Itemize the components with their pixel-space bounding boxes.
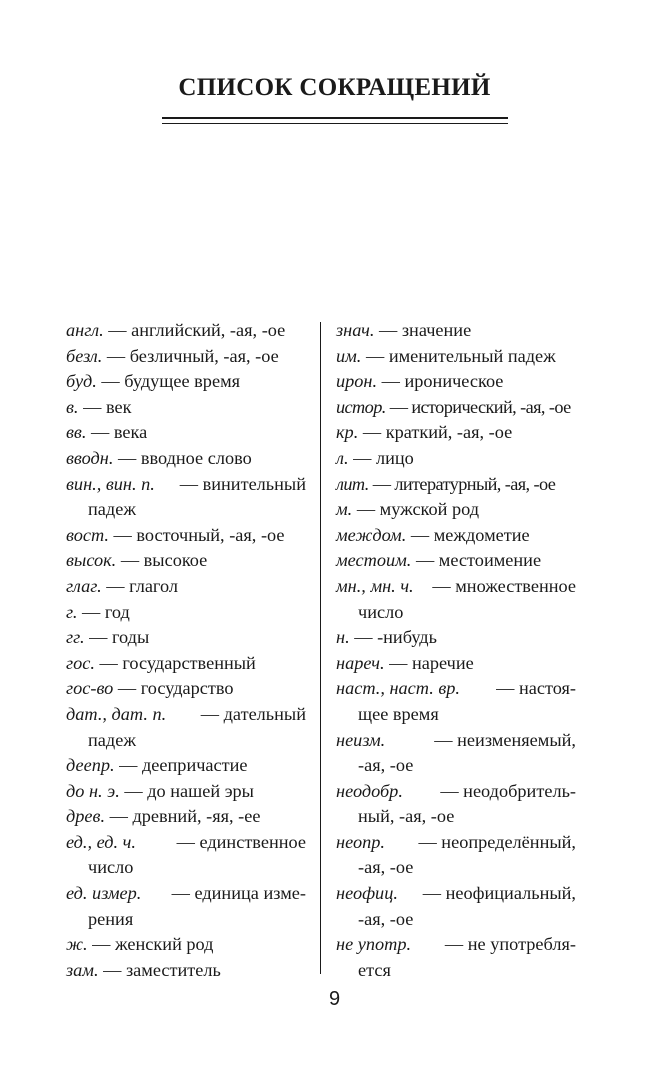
definition-continuation: -ая, -ое xyxy=(358,908,414,929)
abbreviation: ж. xyxy=(66,934,88,955)
entry-line xyxy=(66,574,306,600)
abbreviation: неизм. xyxy=(336,729,386,750)
abbreviation: гг. xyxy=(66,627,85,648)
definition: — междометие xyxy=(406,524,530,545)
definition: — безличный, -ая, -ое xyxy=(102,345,279,366)
abbreviation: междом. xyxy=(336,524,407,545)
definition: — настоя- xyxy=(496,678,576,699)
definition-continuation: падеж xyxy=(88,499,136,520)
column-divider xyxy=(320,322,321,974)
definition: — не употребля- xyxy=(444,934,576,955)
abbreviation: безл. xyxy=(66,345,103,366)
entry-line xyxy=(66,369,306,395)
abbreviation-entry xyxy=(66,548,306,574)
abbreviation: неофиц. xyxy=(336,883,398,904)
entry-line xyxy=(336,344,576,370)
definition: — значение xyxy=(374,320,472,340)
definition: — женский род xyxy=(87,934,214,955)
abbreviation: буд. xyxy=(66,371,97,392)
page-title: СПИСОК СОКРАЩЕНИЙ xyxy=(178,74,491,101)
definition-continuation: ется xyxy=(358,959,391,980)
definition: — будущее время xyxy=(96,371,241,392)
definition: — лицо xyxy=(348,447,414,468)
definition: — до нашей эры xyxy=(119,780,254,801)
abbreviation: г. xyxy=(66,601,78,622)
definition: — неофициальный, xyxy=(422,883,576,904)
abbreviation: англ. xyxy=(66,320,104,340)
abbreviation-entry xyxy=(66,881,306,932)
abbreviation: высок. xyxy=(66,550,117,571)
abbreviation-entry xyxy=(66,420,306,446)
entry-line xyxy=(66,548,306,574)
abbreviation: до н. э. xyxy=(66,780,120,801)
abbreviation-entry xyxy=(66,318,306,344)
abbreviation: знач. xyxy=(336,320,375,340)
entry-line xyxy=(66,779,306,805)
abbreviation-column-right xyxy=(336,318,576,983)
definition: — исторический, -ая, -ое xyxy=(385,396,571,417)
entry-line xyxy=(66,702,306,728)
abbreviation: ирон. xyxy=(336,371,378,392)
definition: — мужской род xyxy=(352,499,480,520)
abbreviation: л. xyxy=(336,447,349,468)
entry-line xyxy=(66,446,306,472)
definition: — английский, -ая, -ое xyxy=(103,320,286,340)
definition: — годы xyxy=(84,627,150,648)
definition: — краткий, -ая, -ое xyxy=(358,422,513,443)
entry-line xyxy=(66,625,306,651)
entry-line xyxy=(336,497,576,523)
abbreviation: н. xyxy=(336,627,350,648)
definition: — дательный xyxy=(200,703,306,724)
definition: — литературный, -ая, -ое xyxy=(368,473,556,494)
abbreviation-entry xyxy=(66,676,306,702)
entry-line xyxy=(336,779,576,805)
title-rule-thick xyxy=(162,117,508,119)
abbreviation-column-left xyxy=(66,318,306,983)
abbreviation-entry xyxy=(66,932,306,958)
abbreviation-entry xyxy=(336,625,576,651)
definition: — неопределённый, xyxy=(418,831,576,852)
definition: — вводное слово xyxy=(113,447,252,468)
entry-line xyxy=(336,676,576,702)
definition-continuation: число xyxy=(88,857,134,878)
definition: — множественное xyxy=(432,575,576,596)
entry-line xyxy=(66,523,306,549)
entry-line xyxy=(336,932,576,958)
entry-line xyxy=(336,881,576,907)
abbreviation: м. xyxy=(336,499,353,520)
abbreviation-entry xyxy=(66,472,306,523)
abbreviation-entry xyxy=(336,676,576,727)
abbreviation-entry xyxy=(336,344,576,370)
abbreviation-entry xyxy=(336,728,576,779)
entry-line xyxy=(66,395,306,421)
definition-continuation: рения xyxy=(88,908,134,929)
entry-line xyxy=(66,958,306,984)
definition: — единица изме- xyxy=(171,883,306,904)
abbreviation-entry xyxy=(66,958,306,984)
entry-line xyxy=(336,625,576,651)
abbreviation: вв. xyxy=(66,422,87,443)
abbreviation: истор. xyxy=(336,396,386,417)
abbreviation: дат., дат. п. xyxy=(66,703,167,724)
definition: — год xyxy=(77,601,130,622)
page-number: 9 xyxy=(328,988,341,1010)
definition: — древний, -яя, -ее xyxy=(105,806,261,827)
entry-line xyxy=(336,420,576,446)
abbreviation: наст., наст. вр. xyxy=(336,678,460,699)
abbreviation: вост. xyxy=(66,524,109,545)
abbreviation: древ. xyxy=(66,806,106,827)
definition: — -нибудь xyxy=(349,627,437,648)
definition: — государственный xyxy=(94,652,256,673)
definition: — деепричастие xyxy=(114,755,248,776)
abbreviation-entry xyxy=(66,523,306,549)
abbreviation-entry xyxy=(336,395,576,421)
abbreviation-entry xyxy=(66,395,306,421)
abbreviation-entry xyxy=(336,446,576,472)
entry-line xyxy=(66,753,306,779)
abbreviation: гос-во xyxy=(66,678,114,699)
abbreviation-entry xyxy=(336,881,576,932)
abbreviation: им. xyxy=(336,345,362,366)
definition-continuation: ный, -ая, -ое xyxy=(358,806,455,827)
abbreviation-entry xyxy=(66,625,306,651)
abbreviation-entry xyxy=(336,830,576,881)
entry-line xyxy=(66,344,306,370)
abbreviation: вводн. xyxy=(66,447,114,468)
abbreviation-entry xyxy=(336,651,576,677)
abbreviation: деепр. xyxy=(66,755,115,776)
entry-line xyxy=(66,472,306,498)
abbreviation-entry xyxy=(336,523,576,549)
abbreviation-entry xyxy=(336,420,576,446)
entry-line xyxy=(336,651,576,677)
abbreviation-entry xyxy=(336,779,576,830)
abbreviation-entry xyxy=(66,753,306,779)
entry-line xyxy=(336,548,576,574)
abbreviation-entry xyxy=(66,804,306,830)
definition: — восточный, -ая, -ое xyxy=(108,524,285,545)
abbreviation-entry xyxy=(336,574,576,625)
abbreviation-entry xyxy=(336,548,576,574)
abbreviation: неопр. xyxy=(336,831,385,852)
abbreviation: гос. xyxy=(66,652,95,673)
abbreviation-entry xyxy=(66,574,306,600)
abbreviation-entry xyxy=(66,779,306,805)
definition: — глагол xyxy=(101,575,178,596)
abbreviation: кр. xyxy=(336,422,359,443)
entry-line xyxy=(336,728,576,754)
entry-line xyxy=(66,676,306,702)
abbreviation: лит. xyxy=(336,473,369,494)
definition-continuation: число xyxy=(358,601,404,622)
abbreviation-entry xyxy=(336,318,576,344)
definition: — ироническое xyxy=(377,371,504,392)
abbreviation: не употр. xyxy=(336,934,412,955)
definition: — заместитель xyxy=(98,959,221,980)
entry-line xyxy=(66,651,306,677)
abbreviation-entry xyxy=(66,369,306,395)
definition-continuation: -ая, -ое xyxy=(358,857,414,878)
definition: — единственное xyxy=(176,831,306,852)
abbreviation: неодобр. xyxy=(336,780,403,801)
definition: — века xyxy=(86,422,148,443)
abbreviation-entry xyxy=(66,651,306,677)
entry-line xyxy=(66,420,306,446)
abbreviation-entry xyxy=(66,600,306,626)
abbreviation: местоим. xyxy=(336,550,412,571)
definition: — высокое xyxy=(116,550,208,571)
definition: — неодобритель- xyxy=(440,780,576,801)
abbreviation: ед., ед. ч. xyxy=(66,831,136,852)
definition: — век xyxy=(78,396,132,417)
entry-line xyxy=(66,932,306,958)
abbreviation: в. xyxy=(66,396,79,417)
definition: — местоимение xyxy=(411,550,542,571)
abbreviation-entry xyxy=(336,472,576,498)
abbreviation: зам. xyxy=(66,959,99,980)
definition: — неизменяемый, xyxy=(434,729,576,750)
abbreviation-entry xyxy=(336,932,576,983)
abbreviation-entry xyxy=(66,702,306,753)
abbreviation: вин., вин. п. xyxy=(66,473,155,494)
abbreviation-entry xyxy=(336,497,576,523)
definition: — винительный xyxy=(179,473,306,494)
entry-line xyxy=(336,472,576,498)
entry-line xyxy=(336,369,576,395)
definition: — государство xyxy=(113,678,234,699)
entry-line xyxy=(66,318,306,344)
abbreviation-entry xyxy=(66,446,306,472)
abbreviation: мн., мн. ч. xyxy=(336,575,414,596)
entry-line xyxy=(336,830,576,856)
definition-continuation: -ая, -ое xyxy=(358,755,414,776)
entry-line xyxy=(336,523,576,549)
entry-line xyxy=(336,574,576,600)
title-rule-thin xyxy=(162,123,508,124)
abbreviation-entry xyxy=(66,830,306,881)
definition-continuation: щее время xyxy=(358,703,439,724)
entry-line xyxy=(336,395,576,421)
abbreviation: нареч. xyxy=(336,652,385,673)
entry-line xyxy=(66,600,306,626)
entry-line xyxy=(66,881,306,907)
definition: — именительный падеж xyxy=(361,345,556,366)
entry-line xyxy=(66,830,306,856)
entry-line xyxy=(336,318,576,344)
definition: — наречие xyxy=(384,652,474,673)
abbreviation-entry xyxy=(66,344,306,370)
entry-line xyxy=(66,804,306,830)
entry-line xyxy=(336,446,576,472)
abbreviation-entry xyxy=(336,369,576,395)
abbreviation: глаг. xyxy=(66,575,102,596)
definition-continuation: падеж xyxy=(88,729,136,750)
abbreviation: ед. измер. xyxy=(66,883,142,904)
